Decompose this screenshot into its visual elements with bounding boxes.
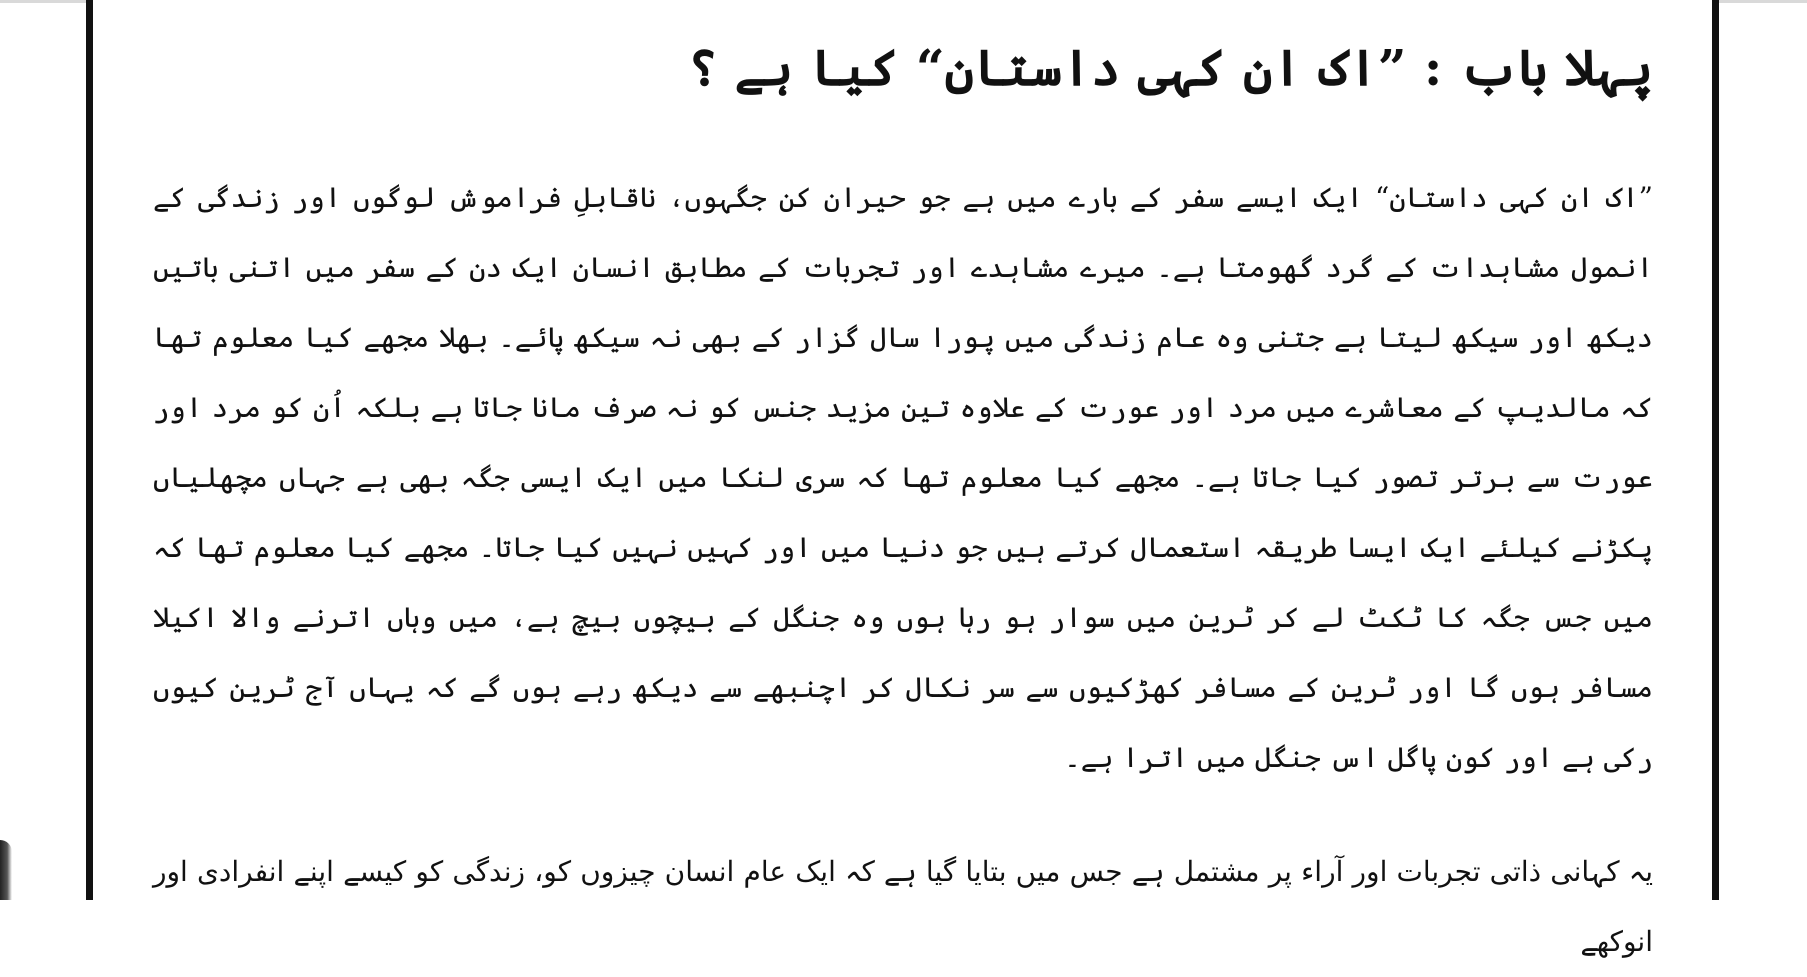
body-paragraph-2: یہ کہانی ذاتی تجربات اور آراء پر مشتمل ہے جس میں بتایا گیا ہے کہ ایک عام انسان چیزوں کو، زندگی کو کیسے اپنے انفرادی اور انوکھے bbox=[153, 855, 1653, 958]
body-paragraph-1: ”اک ان کہی داستان“ ایک ایسے سفر کے بارے میں ہے جو حیران کن جگہوں، ناقابلِ فراموش لوگوں اور زندگی کے انمول مشاہدات کے گرد گھومتا ہے۔ میرے مشاہدے اور تجربات کے مطابق انسان ایک دن کے سفر میں اتنی باتیں دیکھ اور سیکھ لیتا ہے جتنی وہ عام زندگی میں پورا سال گزار کے بھی نہ سیکھ پائے۔ بھلا مجھے کیا معلوم تھا کہ مالدیپ کے معاشرے میں مرد اور عورت کے علاوہ تین مزید جنس کو نہ صرف مانا جاتا ہے بلکہ اُن کو مرد اور عورت سے برتر تصور کیا جاتا ہے۔ مجھے کیا معلوم تھا کہ سری لنکا میں ایک ایسی جگہ بھی ہے جہاں مچھلیاں پکڑنے کیلئے ایک ایسا طریقہ استعمال کرتے ہیں جو دنیا میں اور کہیں نہیں کیا جاتا۔ مجھے کیا معلوم تھا کہ میں جس جگہ کا ٹکٹ لے کر ٹرین میں سوار ہو رہا ہوں وہ جنگل کے بیچوں بیچ ہے، میں وہاں اترنے والا اکیلا مسافر ہوں گا اور ٹرین کے مسافر کھڑکیوں سے سر نکال کر اچنبھے سے دیکھ رہے ہوں گے کہ یہاں آج ٹرین کیوں رکی ہے اور کون پاگل اس جنگل میں اترا ہے۔ bbox=[153, 181, 1653, 774]
page-border-right bbox=[1712, 0, 1719, 900]
document-page bbox=[93, 0, 1712, 958]
page-border-left bbox=[86, 0, 93, 900]
page-content bbox=[153, 30, 1653, 977]
page-corner-shadow bbox=[0, 840, 12, 900]
chapter-title: پہلا باب : ”اک ان کہی داستان“ کیا ہے ؟ bbox=[687, 38, 1653, 97]
